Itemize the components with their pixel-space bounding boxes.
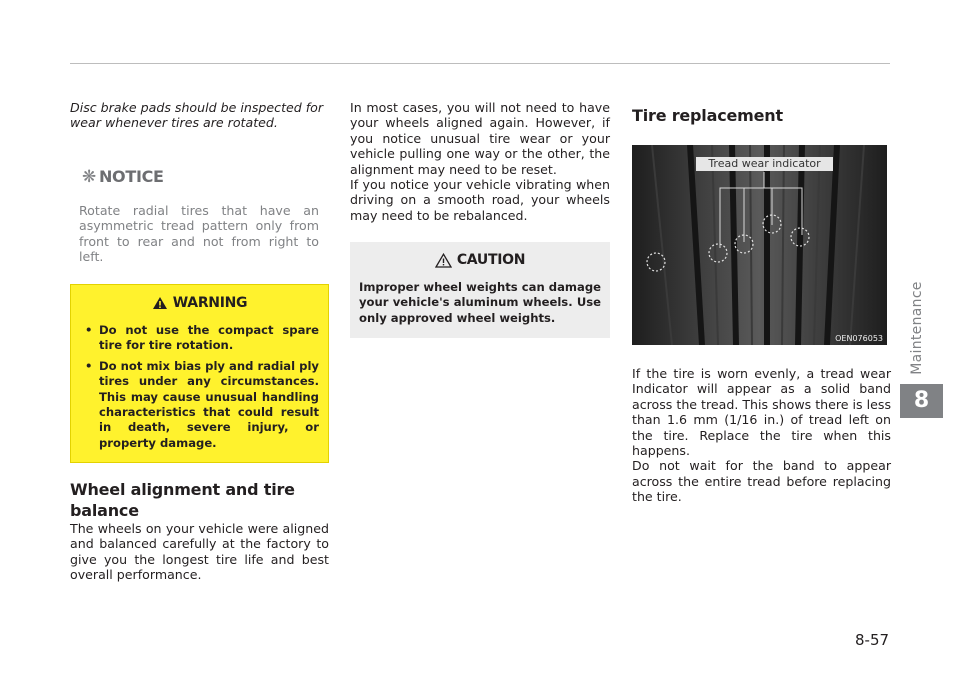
alignment-text: The wheels on your vehicle were aligned and balanced carefully at the factory to give you the longest tire life and best overall performance.	[70, 521, 329, 583]
notice-heading	[82, 167, 329, 187]
section-name: Maintenance	[909, 281, 925, 375]
warning-heading	[71, 295, 328, 311]
warning-item: • Do not use the compact spare tire for tire rotation.	[85, 323, 319, 354]
caution-box	[350, 242, 610, 338]
top-rule	[70, 63, 890, 64]
column-left	[70, 100, 329, 264]
warning-triangle-icon	[152, 296, 168, 310]
warning-title: WARNING	[172, 295, 248, 311]
column-middle	[350, 100, 610, 223]
warning-list	[85, 323, 319, 451]
notice-title: NOTICE	[98, 167, 164, 187]
tread-wear-figure	[632, 145, 887, 345]
alignment-paragraph-2: If you notice your vehicle vibrating when driving on a smooth road, your wheels may need to be rebalanced.	[350, 177, 610, 223]
tire-paragraph-1: If the tire is worn evenly, a tread wear Indicator will appear as a solid band across the tread. This shows there is less than 1.6 mm (1/16 in.) of tread left on the tire. Replace the tire when this happens.	[632, 366, 891, 459]
alignment-body	[70, 521, 329, 583]
warning-box	[70, 284, 329, 463]
warning-item: • Do not mix bias ply and radial ply tires under any circumstances. This may cause unusual handling characteristics that could result in death, severe injury, or property damage.	[85, 359, 319, 451]
intro-note: Disc brake pads should be inspected for wear whenever tires are rotated.	[70, 100, 324, 131]
asterisk-icon: ❋	[82, 166, 96, 187]
notice-text: Rotate radial tires that have an asymmetric tread pattern only from front to rear and not from right to left.	[79, 202, 319, 265]
alignment-paragraph-1: In most cases, you will not need to have your wheels aligned again. However, if you notice unusual tire wear or your vehicle pulling one way or the other, the alignment may need to be reset.	[350, 100, 610, 177]
caution-title: CAUTION	[456, 252, 526, 268]
tread-wear-indicator-label: Tread wear indicator	[696, 157, 833, 171]
figure-code: OEN076053	[835, 334, 883, 343]
section-side-label	[902, 273, 932, 383]
tire-paragraph-2: Do not wait for the band to appear across the entire tread before replacing the tire.	[632, 458, 891, 505]
caution-text: Improper wheel weights can damage your vehicle's aluminum wheels. Use only approved wheel weights.	[359, 280, 601, 325]
tire-replacement-heading: Tire replacement	[632, 106, 783, 125]
tire-tread-illustration	[632, 145, 887, 345]
alignment-heading: Wheel alignment and tire balance	[70, 480, 295, 520]
page-number: 8-57	[855, 631, 890, 649]
caution-triangle-icon	[435, 253, 452, 268]
caution-heading	[350, 252, 610, 268]
tire-replacement-body	[632, 366, 891, 505]
chapter-tab: 8	[900, 384, 943, 418]
